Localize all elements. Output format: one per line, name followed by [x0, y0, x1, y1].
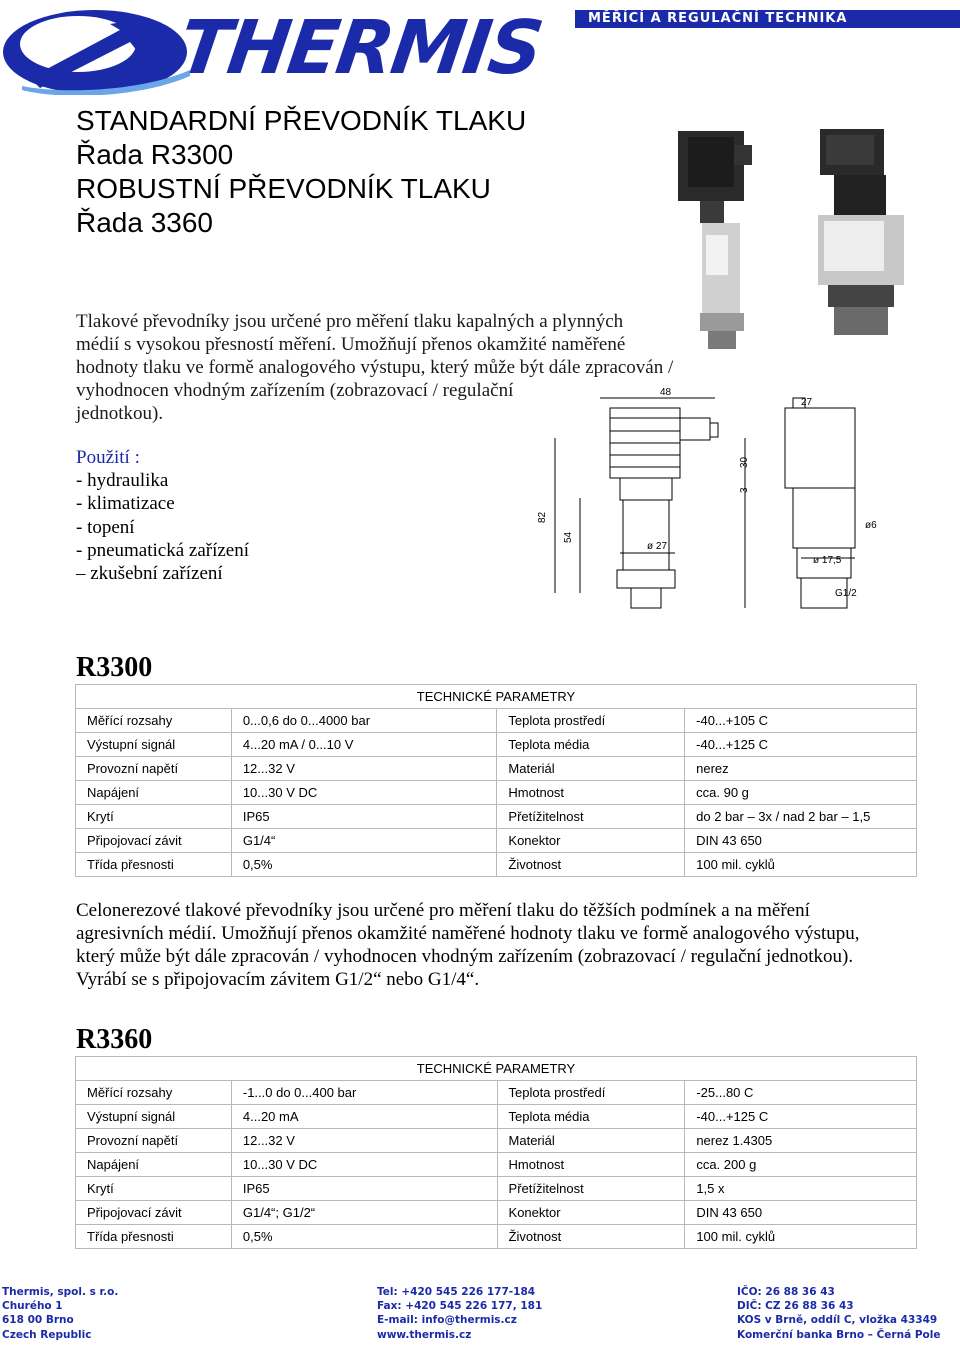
- param-label: Provozní napětí: [76, 1129, 232, 1153]
- table-title: TECHNICKÉ PARAMETRY: [76, 1057, 917, 1081]
- param-value: 0,5%: [231, 853, 497, 877]
- footer-line: KOS v Brně, oddíl C, vložka 43349: [737, 1314, 938, 1327]
- dim-label: 48: [660, 387, 672, 398]
- footer-fax: Fax: +420 545 226 177, 181: [377, 1300, 543, 1313]
- list-item: – zkušební zařízení: [76, 563, 223, 585]
- table-row: [76, 733, 917, 757]
- intro-line: hodnoty tlaku ve formě analogového výstupu, který může být dále zpracován /: [76, 357, 674, 378]
- table-row: [76, 781, 917, 805]
- param-value: nerez 1.4305: [685, 1129, 917, 1153]
- footer-contact: [377, 1285, 542, 1342]
- param-label: Třída přesnosti: [76, 1225, 232, 1249]
- thermis-logo-swoosh: [0, 0, 200, 95]
- param-value: 0...0,6 do 0...4000 bar: [231, 709, 497, 733]
- footer-line: Thermis, spol. s r.o.: [2, 1286, 119, 1298]
- footer-line: DIČ: CZ 26 88 36 43: [737, 1300, 854, 1313]
- dim-label: 30: [739, 456, 750, 468]
- footer-line: Komerční banka Brno – Černá Pole: [737, 1328, 941, 1341]
- table-row: [76, 1177, 917, 1201]
- intro-line: vyhodnocen vhodným zařízením (zobrazovací / regulační: [76, 380, 514, 401]
- param-value: 4...20 mA: [231, 1105, 497, 1129]
- param-value: -40...+125 C: [685, 733, 917, 757]
- param-value: 4...20 mA / 0...10 V: [231, 733, 497, 757]
- param-value: G1/4“: [231, 829, 497, 853]
- dim-label: 3: [739, 487, 750, 493]
- dim-label: 27: [801, 397, 813, 408]
- table-row: [76, 829, 917, 853]
- table-row: [76, 1225, 917, 1249]
- param-label: Teplota média: [497, 733, 685, 757]
- product-photo-r3300: [672, 125, 772, 355]
- param-label: Hmotnost: [497, 1153, 685, 1177]
- product-photo-r3360: [812, 125, 922, 340]
- paragraph-line: agresivních médií. Umožňují přenos okamžité naměřené hodnoty tlaku ve formě analogového výstupu,: [76, 923, 860, 944]
- section-heading-r3300: R3300: [76, 652, 153, 683]
- param-value: 12...32 V: [231, 757, 497, 781]
- param-value: G1/4“; G1/2“: [231, 1201, 497, 1225]
- uses-list: [76, 446, 249, 585]
- footer-website-link[interactable]: www.thermis.cz: [377, 1328, 472, 1341]
- footer-company: [2, 1285, 118, 1342]
- param-label: Materiál: [497, 757, 685, 781]
- table-row: [76, 1129, 917, 1153]
- footer-line: IČO: 26 88 36 43: [737, 1286, 835, 1298]
- param-value: -40...+105 C: [685, 709, 917, 733]
- param-value: -1...0 do 0...400 bar: [231, 1081, 497, 1105]
- param-label: Přetížitelnost: [497, 805, 685, 829]
- param-value: 100 mil. cyklů: [685, 853, 917, 877]
- table-row: [76, 757, 917, 781]
- param-value: IP65: [231, 1177, 497, 1201]
- footer-phone: Tel: +420 545 226 177-184: [377, 1286, 536, 1298]
- technical-drawing: [535, 383, 955, 615]
- param-label: Připojovací závit: [76, 1201, 232, 1225]
- param-label: Výstupní signál: [76, 1105, 232, 1129]
- intro-line: Tlakové převodníky jsou určené pro měření tlaku kapalných a plynných: [76, 311, 624, 332]
- table-row: [76, 1081, 917, 1105]
- param-value: -40...+125 C: [685, 1105, 917, 1129]
- section-heading-r3360: R3360: [76, 1024, 153, 1055]
- footer-email-link[interactable]: E-mail: info@thermis.cz: [377, 1314, 517, 1327]
- param-label: Krytí: [76, 805, 232, 829]
- table-row: [76, 1105, 917, 1129]
- dim-label: 54: [563, 531, 574, 543]
- table-title: TECHNICKÉ PARAMETRY: [76, 685, 917, 709]
- list-item: - pneumatická zařízení: [76, 539, 250, 561]
- title-line-3: ROBUSTNÍ PŘEVODNÍK TLAKU: [76, 173, 491, 204]
- param-label: Konektor: [497, 829, 685, 853]
- table-row: [76, 1153, 917, 1177]
- param-value: DIN 43 650: [685, 829, 917, 853]
- description-paragraph: [76, 899, 914, 991]
- list-item: - hydraulika: [76, 470, 169, 492]
- param-value: 1,5 x: [685, 1177, 917, 1201]
- param-value: 10...30 V DC: [231, 781, 497, 805]
- tagline: MĚŘÍCÍ A REGULAČNÍ TECHNIKA: [588, 11, 848, 26]
- dim-label: ø 27: [647, 541, 668, 552]
- table-row: [76, 709, 917, 733]
- param-label: Životnost: [497, 853, 685, 877]
- dim-label: 82: [537, 511, 548, 523]
- param-value: do 2 bar – 3x / nad 2 bar – 1,5: [685, 805, 917, 829]
- title-line-2: Řada R3300: [76, 139, 234, 170]
- param-value: DIN 43 650: [685, 1201, 917, 1225]
- params-table-r3300: [75, 684, 917, 877]
- table-row: [76, 853, 917, 877]
- param-label: Provozní napětí: [76, 757, 232, 781]
- paragraph-line: Celonerezové tlakové převodníky jsou určené pro měření tlaku do těžších podmínek a na měření: [76, 900, 810, 921]
- title-line-1: STANDARDNÍ PŘEVODNÍK TLAKU: [76, 105, 527, 136]
- param-label: Měřící rozsahy: [76, 1081, 232, 1105]
- intro-line: jednotkou).: [76, 403, 164, 424]
- param-value: nerez: [685, 757, 917, 781]
- footer-line: Czech Republic: [2, 1328, 92, 1341]
- param-label: Teplota prostředí: [497, 1081, 685, 1105]
- param-label: Konektor: [497, 1201, 685, 1225]
- param-label: Životnost: [497, 1225, 685, 1249]
- param-value: 12...32 V: [231, 1129, 497, 1153]
- footer-line: 618 00 Brno: [2, 1314, 74, 1327]
- param-value: -25...80 C: [685, 1081, 917, 1105]
- param-label: Měřící rozsahy: [76, 709, 232, 733]
- params-table-r3360: [75, 1056, 917, 1249]
- param-value: cca. 200 g: [685, 1153, 917, 1177]
- param-value: cca. 90 g: [685, 781, 917, 805]
- param-label: Třída přesnosti: [76, 853, 232, 877]
- paragraph-line: Vyrábí se s připojovacím závitem G1/2“ nebo G1/4“.: [76, 969, 480, 990]
- param-label: Krytí: [76, 1177, 232, 1201]
- title-line-4: Řada 3360: [76, 207, 214, 238]
- table-row: [76, 1201, 917, 1225]
- param-label: Výstupní signál: [76, 733, 232, 757]
- param-label: Napájení: [76, 781, 232, 805]
- param-label: Přetížitelnost: [497, 1177, 685, 1201]
- uses-label: Použití :: [76, 447, 140, 468]
- dim-label: ø 17,5: [813, 555, 842, 566]
- param-label: Teplota média: [497, 1105, 685, 1129]
- param-value: 10...30 V DC: [231, 1153, 497, 1177]
- param-value: IP65: [231, 805, 497, 829]
- table-row: [76, 805, 917, 829]
- intro-line: médií s vysokou přesností měření. Umožňují přenos okamžité naměřené: [76, 334, 626, 355]
- param-label: Připojovací závit: [76, 829, 232, 853]
- list-item: - klimatizace: [76, 493, 175, 515]
- footer-registration: [737, 1285, 940, 1342]
- dim-label: ø6: [865, 520, 877, 531]
- dim-label: G1/2: [835, 588, 857, 599]
- list-item: - topení: [76, 516, 135, 538]
- param-value: 0,5%: [231, 1225, 497, 1249]
- logo-wordmark: THERMIS: [173, 5, 547, 91]
- header-banner: [0, 0, 960, 95]
- param-label: Hmotnost: [497, 781, 685, 805]
- param-value: 100 mil. cyklů: [685, 1225, 917, 1249]
- param-label: Materiál: [497, 1129, 685, 1153]
- footer-line: Churého 1: [2, 1300, 63, 1313]
- param-label: Napájení: [76, 1153, 232, 1177]
- param-label: Teplota prostředí: [497, 709, 685, 733]
- paragraph-line: který může být dále zpracován / vyhodnocen vhodným zařízením (zobrazovací / regulační jednotkou).: [76, 946, 854, 967]
